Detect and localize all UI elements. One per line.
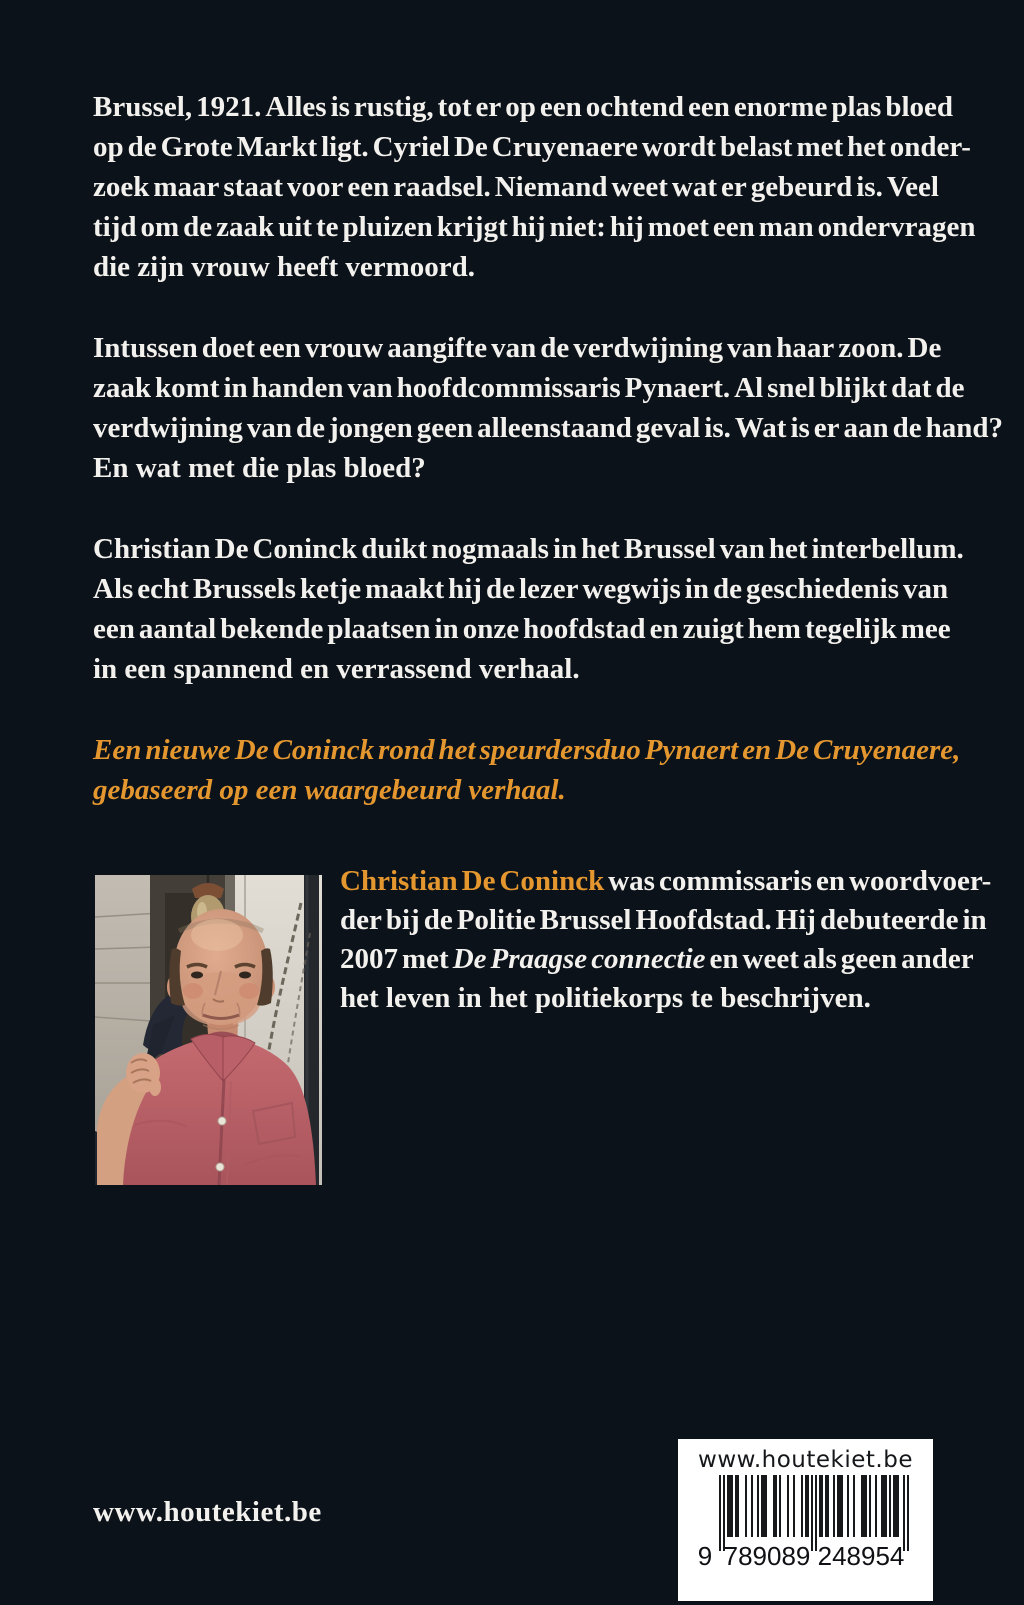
svg-text:9: 9 <box>697 1541 712 1569</box>
plot-paragraph-3 <box>93 529 964 689</box>
text-line: En wat met die plas bloed? <box>93 452 426 484</box>
barcode-box <box>678 1439 933 1601</box>
barcode-publisher-url: www.houtekiet.be <box>698 1447 913 1473</box>
plot-paragraph-1 <box>93 87 976 287</box>
ean13-barcode <box>691 1475 921 1569</box>
text-line: zaak komt in handen van hoofdcommissaris Pynaert. Al snel blijkt dat de <box>93 372 965 404</box>
tagline <box>93 730 961 810</box>
synopsis <box>93 87 1004 851</box>
text-line: gebaseerd op een waargebeurd verhaal. <box>93 774 566 806</box>
text-line: Als echt Brussels ketje maakt hij de lezer wegwijs in de geschiedenis van <box>93 573 949 605</box>
author-photo <box>95 875 322 1185</box>
text-line: Christian De Coninck duikt nogmaals in het Brussel van het interbellum. <box>93 533 964 565</box>
text-line: verdwijning van de jongen geen alleenstaand geval is. Wat is er aan de hand? <box>93 412 1004 444</box>
svg-text:789089: 789089 <box>723 1541 810 1569</box>
text-line: in een spannend en verrassend verhaal. <box>93 653 580 685</box>
text-line: die zijn vrouw heeft vermoord. <box>93 251 476 283</box>
plot-paragraph-2 <box>93 328 1004 488</box>
author-bio <box>340 862 992 1018</box>
text-line: Brussel, 1921. Alles is rustig, tot er op een ochtend een enorme plas bloed <box>93 91 953 123</box>
text-line: een aantal bekende plaatsen in onze hoofdstad en zuigt hem tegelijk mee <box>93 613 951 645</box>
text-line: Christian De Coninck was commissaris en woordvoer- <box>340 865 992 897</box>
text-line: tijd om de zaak uit te pluizen krijgt hij niet: hij moet een man ondervragen <box>93 211 976 243</box>
text-line: op de Grote Markt ligt. Cyriel De Cruyenaere wordt belast met het onder- <box>93 131 971 163</box>
text-line: het leven in het politiekorps te beschrijven. <box>340 982 871 1014</box>
text-line: Een nieuwe De Coninck rond het speurdersduo Pynaert en De Cruyenaere, <box>93 734 961 766</box>
text-line: zoek maar staat voor een raadsel. Niemand weet wat er gebeurd is. Veel <box>93 171 939 203</box>
svg-text:248954: 248954 <box>817 1541 904 1569</box>
text-line: der bij de Politie Brussel Hoofdstad. Hij debuteerde in <box>340 904 987 936</box>
text-line: Intussen doet een vrouw aangifte van de verdwijning van haar zoon. De <box>93 332 942 364</box>
publisher-url: www.houtekiet.be <box>93 1496 322 1528</box>
text-line: 2007 met De Praagse connectie en weet als geen ander <box>340 943 974 975</box>
